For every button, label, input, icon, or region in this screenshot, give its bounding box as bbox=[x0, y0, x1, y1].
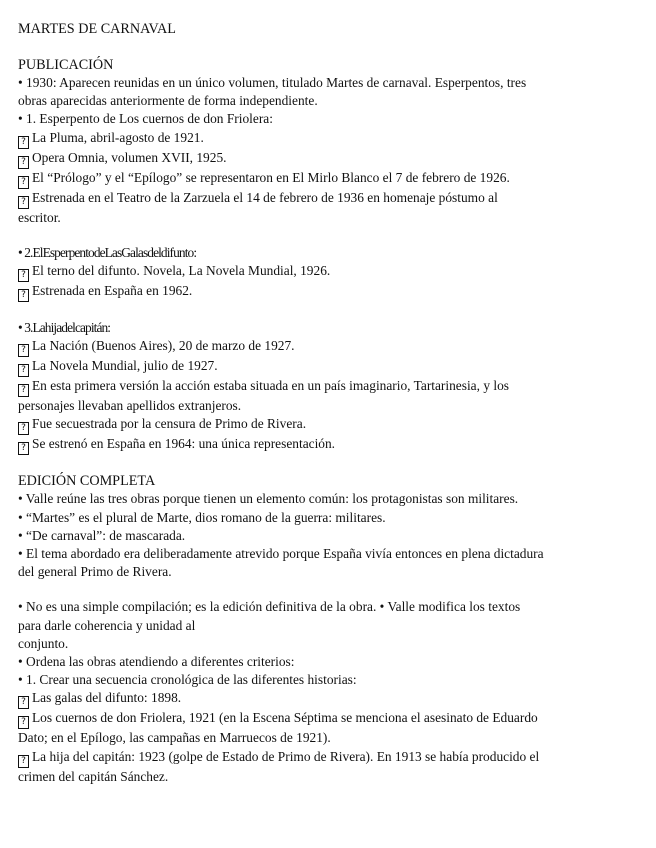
box-item bbox=[18, 282, 640, 302]
box-item bbox=[18, 415, 640, 435]
box-item-text: La Novela Mundial, julio de 1927. bbox=[32, 358, 218, 374]
text-line: del general Primo de Rivera. bbox=[18, 564, 172, 580]
box-item-text: El “Prólogo” y el “Epílogo” se representaron en El Mirlo Blanco el 7 de febrero de 1926. bbox=[32, 169, 510, 185]
missing-glyph-icon: ? bbox=[18, 716, 29, 729]
missing-glyph-icon: ? bbox=[18, 269, 29, 282]
missing-glyph-icon: ? bbox=[18, 344, 29, 357]
box-item-text: Las galas del difunto: 1898. bbox=[32, 690, 182, 706]
missing-glyph-icon: ? bbox=[18, 696, 29, 709]
missing-glyph-icon: ? bbox=[18, 196, 29, 209]
box-item-text: La Pluma, abril-agosto de 1921. bbox=[32, 129, 204, 145]
text-line: • El tema abordado era deliberadamente atrevido porque España vivía entonces en plena dictadura bbox=[18, 546, 544, 562]
text-line: obras aparecidas anteriormente de forma independiente. bbox=[18, 93, 318, 109]
spacer bbox=[18, 302, 640, 319]
box-item bbox=[18, 169, 640, 189]
text-line: • Valle reúne las tres obras porque tienen un elemento común: los protagonistas son militares. bbox=[18, 491, 519, 507]
missing-glyph-icon: ? bbox=[18, 156, 29, 169]
box-item bbox=[18, 129, 640, 149]
missing-glyph-icon: ? bbox=[18, 176, 29, 189]
missing-glyph-icon: ? bbox=[18, 136, 29, 149]
spacer bbox=[18, 227, 640, 244]
box-item bbox=[18, 189, 640, 209]
box-item bbox=[18, 709, 640, 729]
missing-glyph-icon: ? bbox=[18, 442, 29, 455]
text-line: escritor. bbox=[18, 209, 61, 225]
box-item bbox=[18, 337, 640, 357]
text-line: crimen del capitán Sánchez. bbox=[18, 768, 169, 784]
box-item-text: Opera Omnia, volumen XVII, 1925. bbox=[32, 149, 227, 165]
box-item bbox=[18, 377, 640, 397]
text-line: • No es una simple compilación; es la edición definitiva de la obra. • Valle modifica los textos bbox=[18, 599, 521, 615]
text-line: • “De carnaval”: de mascarada. bbox=[18, 527, 186, 543]
spacer bbox=[18, 581, 640, 598]
box-item-text: Estrenada en España en 1962. bbox=[32, 283, 193, 299]
missing-glyph-icon: ? bbox=[18, 364, 29, 377]
text-line: • “Martes” es el plural de Marte, dios romano de la guerra: militares. bbox=[18, 509, 386, 525]
box-item-text: El terno del difunto. Novela, La Novela Mundial, 1926. bbox=[32, 263, 331, 279]
box-item bbox=[18, 435, 640, 455]
text-line: para darle coherencia y unidad al bbox=[18, 617, 196, 633]
box-item-text: Se estrenó en España en 1964: una única representación. bbox=[32, 436, 336, 452]
document-title: MARTES DE CARNAVAL bbox=[18, 21, 176, 37]
missing-glyph-icon: ? bbox=[18, 422, 29, 435]
spacer bbox=[18, 455, 640, 472]
text-line: personajes llevaban apellidos extranjeros. bbox=[18, 398, 242, 414]
box-item-text: En esta primera versión la acción estaba situada en un país imaginario, Tartarinesia, y los bbox=[32, 378, 509, 394]
box-item bbox=[18, 262, 640, 282]
text-line: • Ordena las obras atendiendo a diferentes criterios: bbox=[18, 654, 295, 670]
section-heading-edicion-completa: EDICIÓN COMPLETA bbox=[18, 473, 156, 490]
text-line: • 1930: Aparecen reunidas en un único volumen, titulado Martes de carnaval. Esperpentos, tres bbox=[18, 75, 527, 90]
box-item bbox=[18, 748, 640, 768]
spacer bbox=[18, 38, 640, 56]
box-item bbox=[18, 357, 640, 377]
missing-glyph-icon: ? bbox=[18, 755, 29, 768]
text-line: Dato; en el Epílogo, las campañas en Marruecos de 1921). bbox=[18, 730, 331, 746]
box-item-text: Estrenada en el Teatro de la Zarzuela el 14 de febrero de 1936 en homenaje póstumo al bbox=[32, 189, 498, 205]
section-heading-publicacion: PUBLICACIÓN bbox=[18, 57, 114, 73]
text-line: • 2.ElEsperpentodeLasGalasdeldifunto: bbox=[18, 244, 197, 260]
box-item bbox=[18, 689, 640, 709]
text-line: • 3.Lahijadelcapitán: bbox=[18, 320, 111, 336]
text-line: • 1. Esperpento de Los cuernos de don Friolera: bbox=[18, 111, 273, 127]
box-item-text: Fue secuestrada por la censura de Primo de Rivera. bbox=[32, 416, 307, 432]
box-item-text: La Nación (Buenos Aires), 20 de marzo de 1927. bbox=[32, 338, 295, 354]
box-item-text: La hija del capitán: 1923 (golpe de Estado de Primo de Rivera). En 1913 se había producido el bbox=[32, 748, 540, 764]
box-item bbox=[18, 149, 640, 169]
missing-glyph-icon: ? bbox=[18, 384, 29, 397]
missing-glyph-icon: ? bbox=[18, 289, 29, 302]
box-item-text: Los cuernos de don Friolera, 1921 (en la Escena Séptima se menciona el asesinato de Eduardo bbox=[32, 710, 538, 726]
text-line: conjunto. bbox=[18, 635, 69, 651]
text-line: • 1. Crear una secuencia cronológica de las diferentes historias: bbox=[18, 672, 357, 688]
document-page bbox=[18, 20, 640, 786]
